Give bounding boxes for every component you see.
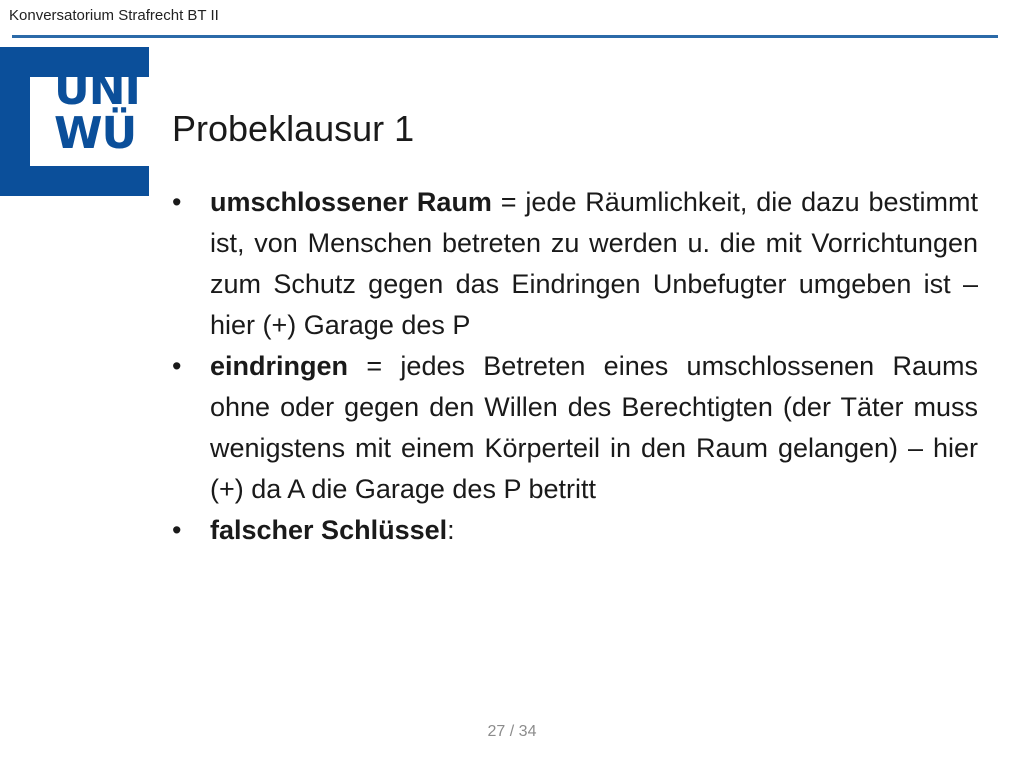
bullet-term: falscher Schlüssel <box>210 515 448 545</box>
bullet-marker: • <box>172 515 182 545</box>
bullet-marker: • <box>172 351 182 381</box>
header-divider <box>12 35 998 38</box>
logo-line-2: WÜ <box>54 108 137 159</box>
bullet-text: : <box>447 515 455 545</box>
bullet-term: eindringen <box>210 351 349 381</box>
university-logo <box>0 47 149 196</box>
bullet-text: = jedes Betreten eines umschlossenen Raums ohne oder gegen den Willen des Berechtigten (der Täter muss wenigstens mit einem Körperteil in den Raum gelangen) – hier (+) da A die Garage des P betritt <box>210 351 978 504</box>
bullet-text: = jede Räumlichkeit, die dazu bestimmt ist, von Menschen betreten zu werden u. die mit Vorrichtungen zum Schutz gegen das Eindringen Unbefugter umgeben ist – hier (+) Garage des P <box>210 187 978 340</box>
bullet-marker: • <box>172 187 182 217</box>
bullet-list <box>172 182 978 551</box>
course-title: Konversatorium Strafrecht BT II <box>9 7 219 24</box>
page-indicator: 27 / 34 <box>487 723 537 740</box>
logo-wordmark <box>54 64 149 159</box>
bullet-item <box>172 182 978 346</box>
bullet-item <box>172 346 978 510</box>
bullet-term: umschlossener Raum <box>210 187 492 217</box>
logo-line-1: UNI <box>54 64 140 115</box>
slide-title: Probeklausur 1 <box>172 108 415 149</box>
bullet-item <box>172 510 978 551</box>
